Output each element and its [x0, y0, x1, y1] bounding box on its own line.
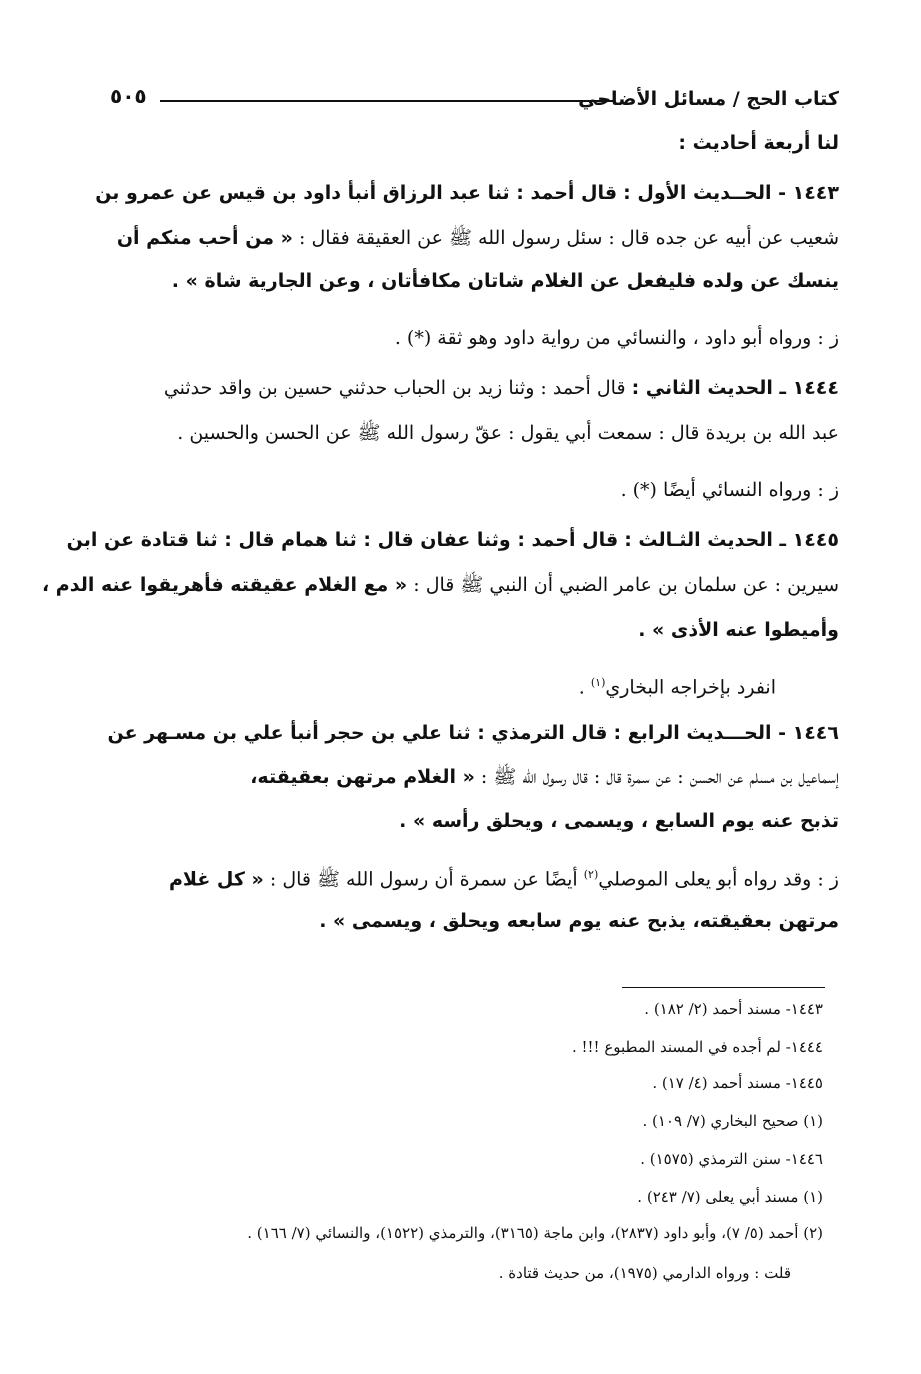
hadith-1444-line-1: [164, 375, 839, 401]
hadith-1445-label: ١٤٤٥ ـ الحديث الثـالث :: [624, 529, 839, 551]
hadith-1443-line-3: ينسك عن ولده فليفعل عن الغلام شاتان مكافأتان ، وعن الجارية شاة » .: [171, 270, 839, 292]
hadith-1443-quote-start: « من أحب منكم أن: [116, 227, 293, 249]
hadith-1443-label: ١٤٤٣ - الحــديث الأول :: [623, 182, 839, 204]
section-intro: لنا أربعة أحاديث :: [678, 132, 839, 154]
footnote-1445-note-1: (١) صحيح البخاري (٧/ ١٠٩) .: [642, 1112, 823, 1130]
footnote-1446-note-2: (٢) أحمد (٥/ ٧)، وأبو داود (٢٨٣٧)، وابن ماجة (٣١٦٥)، والترمذي (١٥٢٢)، والنسائي (٧/ ١٦٦) .: [247, 1224, 823, 1242]
hadith-1443-line-1: [95, 180, 839, 206]
hadith-1444-label: ١٤٤٤ ـ الحديث الثاني :: [631, 377, 839, 399]
hadith-1446-quote-start: « الغلام مرتهن بعقيقته،: [250, 766, 475, 788]
hadith-1445-note: [579, 670, 776, 700]
hadith-1446-zawaid-line-1: [169, 862, 839, 892]
hadith-1443-chain-cont: شعيب عن أبيه عن جده قال : سئل رسول الله ﷺ عن العقيقة فقال :: [299, 227, 839, 249]
hadith-1446-zawaid-line-2: مرتهن بعقيقته، يذبح عنه يوم سابعه ويحلق ، ويسمى » .: [319, 910, 839, 932]
hadith-1445-line-3: وأميطوا عنه الأذى » .: [638, 619, 839, 641]
hadith-1446-line-1: [107, 720, 839, 746]
hadith-1446-label: ١٤٤٦ - الحـــديث الرابع :: [613, 722, 839, 744]
hadith-1444-zawaid: ز : ورواه النسائي أيضًا (*) .: [620, 479, 839, 501]
footnote-separator: [622, 987, 825, 988]
hadith-1446-line-2: [250, 764, 839, 790]
footnote-1446: ١٤٤٦- سنن الترمذي (١٥٧٥) .: [640, 1150, 823, 1168]
hadith-1446-chain: قال الترمذي : ثنا علي بن حجر أنبأ علي بن مسـهر عن: [107, 722, 608, 744]
hadith-1443-chain: قال أحمد : ثنا عبد الرزاق أنبأ داود بن قيس عن عمرو بن: [95, 182, 618, 204]
hadith-1446-chain-cont: إسماعيل بن مسلم عن الحسن : عن سمرة قال : قال رسول الله ﷺ :: [480, 766, 839, 788]
hadith-1446-zawaid-start: ز : وقد رواه أبو يعلى الموصلي: [598, 868, 839, 891]
footnote-1444: ١٤٤٤- لم أجده في المسند المطبوع !!! .: [571, 1038, 823, 1056]
footnote-ref-2: (٢): [583, 868, 599, 881]
page-number: ٥٠٥: [110, 84, 147, 108]
footnote-1445: ١٤٤٥- مسند أحمد (٤/ ١٧) .: [652, 1074, 823, 1092]
running-header-title: كتاب الحج / مسائل الأضاحي: [578, 88, 839, 110]
hadith-1446-line-3: تذبح عنه يوم السابع ، ويسمى ، ويحلق رأسه » .: [399, 810, 839, 832]
hadith-1445-chain-cont: سيرين : عن سلمان بن عامر الضبي أن النبي ﷺ قال :: [413, 574, 839, 596]
footnote-1446-note-1: (١) مسند أبي يعلى (٧/ ٢٤٣) .: [637, 1188, 823, 1206]
hadith-1446-zawaid-quote: « كل غلام: [168, 868, 264, 891]
hadith-1445-quote-start: « مع الغلام عقيقته فأهريقوا عنه الدم ،: [41, 574, 408, 596]
footnote-1446-note-2-addendum: قلت : ورواه الدارمي (١٩٧٥)، من حديث قتادة .: [498, 1264, 791, 1282]
hadith-1443-line-2: [117, 225, 839, 251]
hadith-1445-line-2: [42, 572, 839, 598]
hadith-1444-chain: قال أحمد : وثنا زيد بن الحباب حدثني حسين بن واقد حدثني: [163, 377, 626, 399]
hadith-1443-zawaid: ز : ورواه أبو داود ، والنسائي من رواية داود وهو ثقة (*) .: [394, 327, 839, 349]
hadith-1445-chain: قال أحمد : وثنا عفان قال : ثنا همام قال : ثنا قتادة عن ابن: [66, 529, 619, 551]
hadith-1445-line-1: [67, 527, 839, 553]
hadith-1446-zawaid-text: أيضًا عن سمرة أن رسول الله ﷺ قال :: [269, 868, 578, 891]
hadith-1445-note-text: انفرد بإخراجه البخاري: [605, 676, 776, 699]
hadith-1445-note-end: .: [578, 676, 591, 699]
hadith-1444-line-2: عبد الله بن بريدة قال : سمعت أبي يقول : عقّ رسول الله ﷺ عن الحسن والحسين .: [177, 422, 839, 444]
footnote-ref-1: (١): [590, 676, 606, 689]
header-rule: [160, 100, 615, 102]
footnote-1443: ١٤٤٣- مسند أحمد (٢/ ١٨٢) .: [644, 1000, 823, 1018]
